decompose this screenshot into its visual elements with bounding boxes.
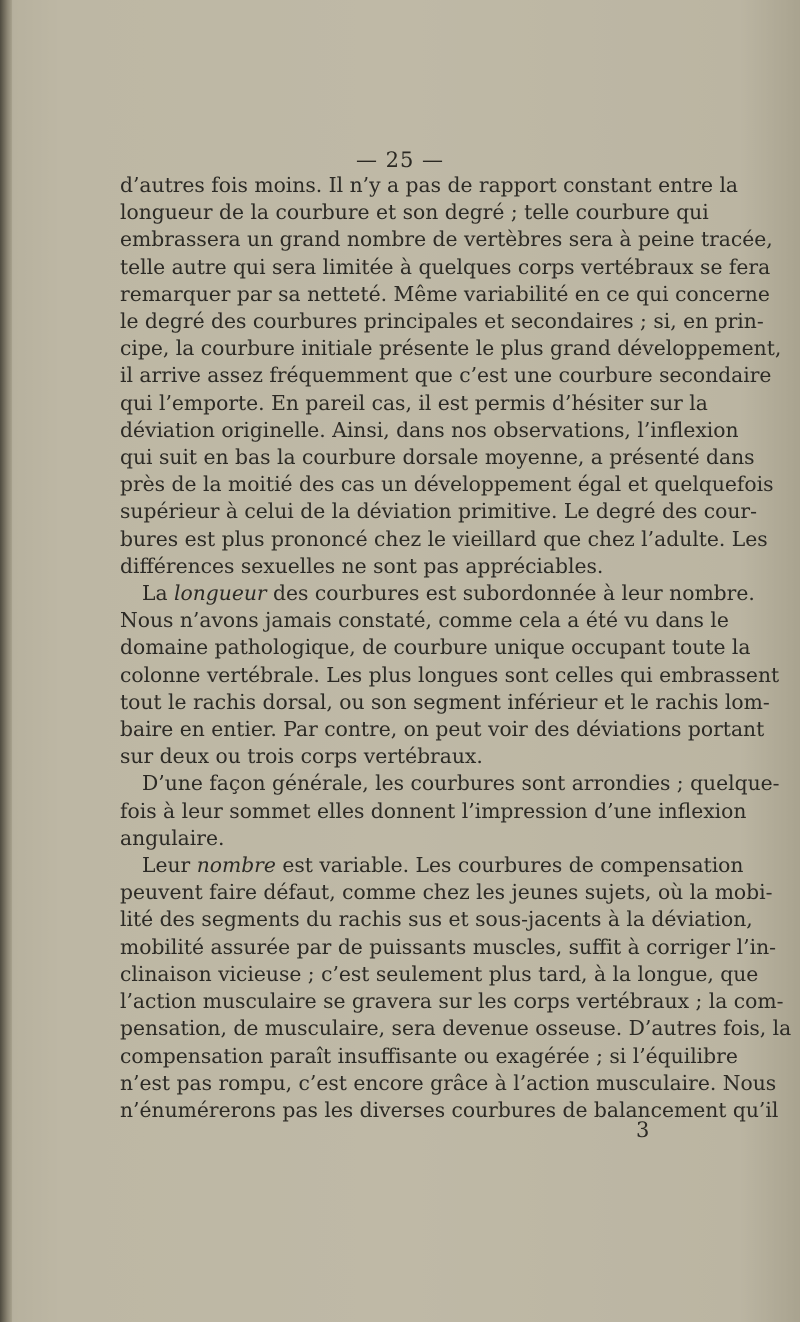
page-number: — 25 — — [355, 148, 445, 172]
text-line: bures est plus prononcé chez le vieillard que chez l’adulte. Les — [120, 526, 768, 551]
text-line: colonne vertébrale. Les plus longues sont celles qui embrassent — [120, 662, 780, 687]
text-line: clinaison vicieuse ; c’est seulement plus tard, à la longue, que — [120, 961, 759, 986]
text-run: des courbures est subordonnée à leur nombre. — [266, 581, 755, 606]
text-line: pensation, de musculaire, sera devenue osseuse. D’autres fois, la — [120, 1016, 792, 1041]
text-line: mobilité assurée par de puissants muscles, suffit à corriger l’in- — [120, 934, 777, 959]
text-line: sur deux ou trois corps vertébraux. — [120, 744, 483, 769]
text-line: compensation paraît insuffisante ou exagérée ; si l’équilibre — [120, 1043, 738, 1068]
text-line: fois à leur sommet elles donnent l’impression d’une inflexion — [120, 798, 747, 823]
text-line: tout le rachis dorsal, ou son segment inférieur et le rachis lom- — [120, 689, 770, 714]
text-run: Leur — [142, 853, 197, 878]
text-run: La — [142, 581, 175, 606]
text-line-first — [120, 580, 755, 607]
body-text — [120, 172, 792, 1124]
text-line: différences sexuelles ne sont pas appréciables. — [120, 553, 604, 578]
text-line: n’est pas rompu, c’est encore grâce à l’action musculaire. Nous — [120, 1070, 777, 1095]
text-line-first — [120, 852, 744, 879]
paragraph-1 — [120, 172, 782, 580]
text-line: supérieur à celui de la déviation primitive. Le degré des cour- — [120, 499, 757, 524]
text-line: longueur de la courbure et son degré ; telle courbure qui — [120, 200, 709, 225]
text-line: l’action musculaire se gravera sur les corps vertébraux ; la com- — [120, 989, 784, 1014]
text-line: qui l’emporte. En pareil cas, il est permis d’hésiter sur la — [120, 390, 708, 415]
text-line: angulaire. — [120, 825, 225, 850]
text-line: déviation originelle. Ainsi, dans nos observations, l’inflexion — [120, 417, 739, 442]
italic-term: nombre — [196, 853, 276, 878]
text-line: telle autre qui sera limitée à quelques corps vertébraux se fera — [120, 254, 771, 279]
text-line: le degré des courbures principales et secondaires ; si, en prin- — [120, 309, 764, 334]
text-line: cipe, la courbure initiale présente le plus grand développement, — [120, 336, 782, 361]
text-line: lité des segments du rachis sus et sous-jacents à la déviation, — [120, 907, 753, 932]
binding-edge — [0, 0, 12, 1322]
paragraph-3 — [120, 770, 780, 852]
text-line-first: D’une façon générale, les courbures sont arrondies ; quelque- — [142, 771, 780, 796]
text-run: est variable. Les courbures de compensation — [275, 853, 744, 878]
text-line: d’autres fois moins. Il n’y a pas de rapport constant entre la — [120, 173, 739, 197]
signature-mark: 3 — [636, 1118, 650, 1142]
text-line: baire en entier. Par contre, on peut voir des déviations portant — [120, 717, 765, 742]
text-line: qui suit en bas la courbure dorsale moyenne, a présenté dans — [120, 445, 755, 470]
text-line: embrassera un grand nombre de vertèbres sera à peine tracée, — [120, 227, 773, 252]
paragraph-2 — [120, 580, 780, 770]
text-line: il arrive assez fréquemment que c’est une courbure secondaire — [120, 363, 772, 388]
text-line: n’énumérerons pas les diverses courbures de balancement qu’il — [120, 1097, 779, 1122]
italic-term: longueur — [174, 581, 267, 606]
text-line: remarquer par sa netteté. Même variabilité en ce qui concerne — [120, 281, 770, 306]
text-line: Nous n’avons jamais constaté, comme cela a été vu dans le — [120, 608, 729, 633]
text-line: domaine pathologique, de courbure unique occupant toute la — [120, 635, 751, 660]
text-line: près de la moitié des cas un développement égal et quelquefois — [120, 472, 774, 497]
text-line: peuvent faire défaut, comme chez les jeunes sujets, où la mobi- — [120, 880, 773, 905]
paragraph-4 — [120, 852, 792, 1124]
